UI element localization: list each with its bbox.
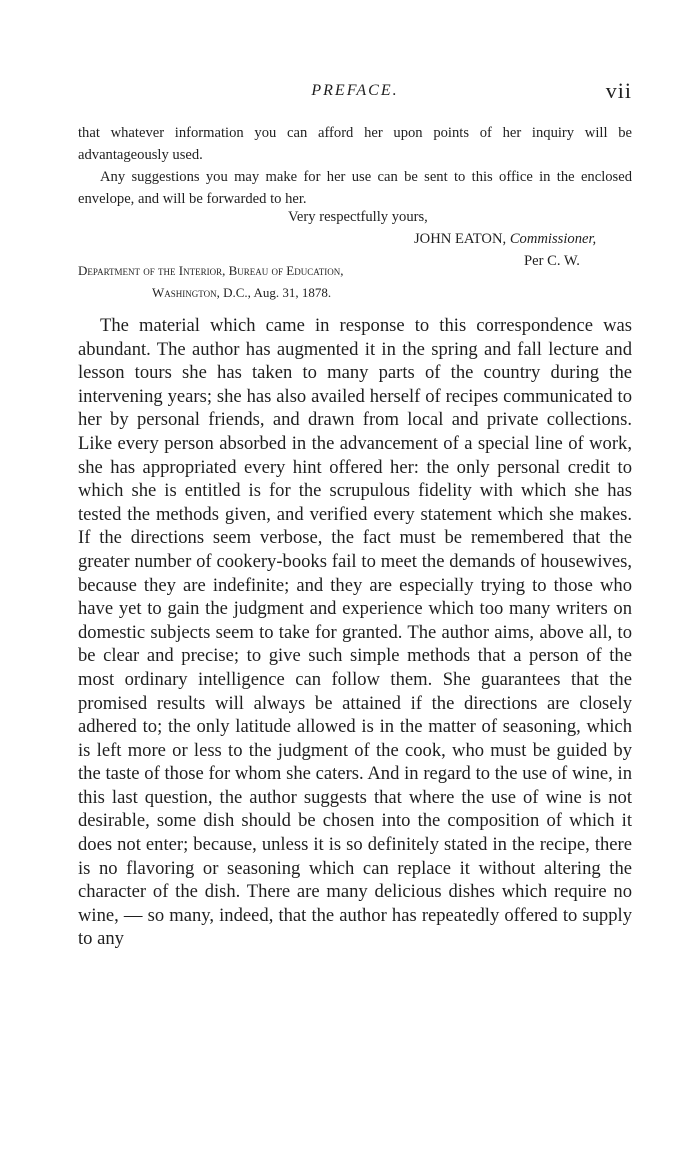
running-title: PREFACE. <box>311 82 399 99</box>
letter-salutation: Very respectfully yours, <box>288 209 428 225</box>
signer-name: JOHN EATON, <box>414 231 507 247</box>
department-line: Department of the Interior, Bureau of Education, <box>78 263 344 278</box>
page-number: vii <box>605 78 632 103</box>
city: Washington, <box>152 285 220 300</box>
body-paragraph: The material which came in response to this correspondence was abundant. The author has augmented it in the spring and fall lecture and lesson tours she has taken to many parts of the country during the intervening years; she has also availed herself of recipes communicated to her by personal friends, and drawn from local and private collections. Like every person absorbed in the advancement of a special line of work, she has appropriated every hint offered her: the only personal credit to which she is entitled is for the scrupulous fidelity with which she has tested the methods given, and verified every statement which she makes. If the directions seem verbose, the fact must be remembered that the greater number of cookery-books fail to meet the demands of housewives, because they are indefinite; and they are especially trying to those who have yet to gain the judgment and experience which too many writers on domestic subjects seem to take for granted. The author aims, above all, to be clear and precise; to give such simple methods that a person of the most ordinary intelligence can follow them. She guarantees that the promised results will always be attained if the directions are closely adhered to; the only latitude allowed is in the matter of seasoning, which is left more or less to the judgment of the cook, who must be guided by the taste of those for whom she caters. And in regard to the use of wine, in this last question, the author suggests that where the use of wine is not desirable, some dish should be chosen into the composition of which it does not enter; because, unless it is so definitely stated in the recipe, there is no flavoring or seasoning which can replace it without altering the character of the dish. There are many delicious dishes which require no wine, — so many, indeed, that the author has repeatedly offered to supply to any <box>78 315 632 950</box>
place-date-line <box>152 285 331 301</box>
letter-paragraph: Any suggestions you may make for her use can be sent to this office in the enclosed envelope, and will be forwarded to her. <box>78 169 632 207</box>
signer-role: Commissioner, <box>509 231 597 247</box>
date: D.C., Aug. 31, 1878. <box>223 285 332 300</box>
per-line: Per C. W. <box>524 253 580 269</box>
letter-paragraph: that whatever information you can afford her upon points of her inquiry will be advantageously used. <box>78 125 632 163</box>
letter-signature <box>414 231 596 248</box>
running-head <box>78 78 632 108</box>
letter-excerpt <box>78 122 632 210</box>
